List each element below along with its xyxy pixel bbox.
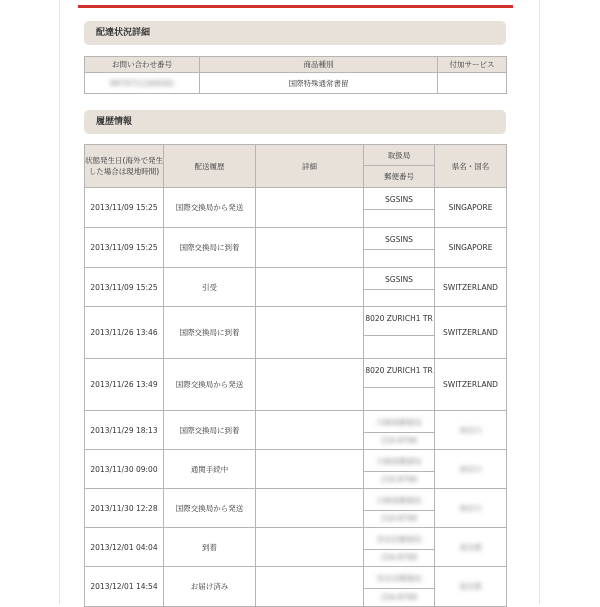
history-office-text: SGSINS <box>385 235 413 244</box>
history-detail <box>256 450 364 489</box>
history-status <box>164 528 256 567</box>
history-office-cell <box>364 450 435 489</box>
summary-header-extra-service: 付加サービス <box>438 57 507 73</box>
history-region-text: 東京都 <box>459 542 482 552</box>
history-region <box>435 228 507 268</box>
history-office <box>364 528 434 549</box>
history-office-cell <box>364 359 435 411</box>
history-date-text: 2013/11/09 15:25 <box>90 243 158 252</box>
history-status <box>164 567 256 607</box>
history-row <box>85 450 507 489</box>
history-office-text: 川崎東郵便局 <box>376 418 422 427</box>
history-status <box>164 411 256 450</box>
header-status: 配送履歴 <box>164 145 256 188</box>
history-date <box>85 489 164 528</box>
history-office-text: SGSINS <box>385 275 413 284</box>
history-postal-code-text: 154-8799 <box>380 553 418 562</box>
history-office-text: 世田谷郵便局 <box>376 574 422 583</box>
history-postal-code-text: 210-8799 <box>380 436 418 445</box>
header-postal-code: 郵便番号 <box>364 166 435 188</box>
history-status-text: 引受 <box>202 282 217 292</box>
history-status <box>164 228 256 268</box>
history-region <box>435 567 507 607</box>
history-date-text: 2013/11/26 13:46 <box>90 328 158 337</box>
history-region <box>435 359 507 411</box>
history-postal-code <box>364 471 434 488</box>
history-detail <box>256 228 364 268</box>
history-postal-code-text: 210-8799 <box>380 475 418 484</box>
history-status-text: 国際交換局に到着 <box>179 328 240 337</box>
history-row <box>85 411 507 450</box>
history-region <box>435 450 507 489</box>
history-office-text: 川崎東郵便局 <box>376 496 422 505</box>
history-detail <box>256 188 364 228</box>
delivery-status-heading: 配達状況詳細 <box>84 21 506 45</box>
history-detail <box>256 307 364 359</box>
history-region <box>435 489 507 528</box>
item-type: 国際特殊通常書留 <box>200 73 438 94</box>
history-date <box>85 268 164 307</box>
history-date-text: 2013/11/09 15:25 <box>90 282 158 292</box>
history-postal-code <box>364 588 434 606</box>
history-office-text: SGSINS <box>385 195 413 204</box>
history-date-text: 2013/11/26 13:49 <box>90 380 158 389</box>
history-office-cell <box>364 567 435 607</box>
history-status <box>164 268 256 307</box>
history-detail <box>256 489 364 528</box>
history-office-text: 8020 ZURICH1 TR <box>365 314 433 323</box>
history-office <box>364 307 434 335</box>
history-office <box>364 228 434 249</box>
history-postal-code <box>364 249 434 267</box>
history-office-cell <box>364 489 435 528</box>
header-date: 状態発生日(海外で発生した場合は現地時間) <box>85 145 164 188</box>
history-office-text: 川崎東郵便局 <box>376 457 422 466</box>
history-office <box>364 411 434 432</box>
history-office-cell <box>364 188 435 228</box>
summary-header-tracking: お問い合わせ番号 <box>85 57 200 73</box>
header-office: 取扱局 <box>364 145 435 166</box>
history-postal-code-text: 210-8799 <box>380 514 418 523</box>
header-accent-line <box>78 5 513 8</box>
history-date <box>85 188 164 228</box>
history-region <box>435 528 507 567</box>
history-status-text: 国際交換局から発送 <box>175 380 244 389</box>
history-status <box>164 450 256 489</box>
history-region-text: SINGAPORE <box>448 243 493 252</box>
history-region-text: 神奈川 <box>459 425 482 435</box>
history-heading: 履歴情報 <box>84 110 506 134</box>
history-detail <box>256 268 364 307</box>
history-office <box>364 359 434 387</box>
header-region: 県名・国名 <box>435 145 507 188</box>
history-date <box>85 307 164 359</box>
tracking-number-value: RR797112645SG <box>110 78 174 88</box>
history-date <box>85 528 164 567</box>
history-status <box>164 307 256 359</box>
history-status-text: 国際交換局に到着 <box>179 425 240 435</box>
history-office-cell <box>364 268 435 307</box>
history-office-text: 世田谷郵便局 <box>376 535 422 544</box>
history-status-text: お届け済み <box>190 582 229 591</box>
history-office-cell <box>364 528 435 567</box>
summary-header-item-type: 商品種別 <box>200 57 438 73</box>
history-status <box>164 188 256 228</box>
history-status-text: 国際交換局から発送 <box>175 503 244 513</box>
history-detail <box>256 359 364 411</box>
history-region-text: SWITZERLAND <box>443 282 498 292</box>
history-row <box>85 489 507 528</box>
history-date-text: 2013/11/09 15:25 <box>90 203 158 212</box>
history-office-text: 8020 ZURICH1 TR <box>365 366 433 375</box>
history-postal-code <box>364 510 434 527</box>
history-date <box>85 450 164 489</box>
history-region-text: 神奈川 <box>459 503 482 513</box>
history-office <box>364 567 434 588</box>
history-status-text: 国際交換局に到着 <box>179 243 240 252</box>
history-postal-code <box>364 335 434 358</box>
history-detail <box>256 411 364 450</box>
history-date <box>85 359 164 411</box>
history-postal-code <box>364 387 434 410</box>
history-postal-code <box>364 432 434 449</box>
history-status-text: 国際交換局から発送 <box>175 203 244 212</box>
history-detail <box>256 528 364 567</box>
history-date-text: 2013/11/30 12:28 <box>90 503 158 513</box>
history-postal-code <box>364 209 434 227</box>
summary-table <box>84 56 507 94</box>
history-row <box>85 528 507 567</box>
history-row <box>85 307 507 359</box>
history-region-text: SINGAPORE <box>448 203 493 212</box>
history-date-text: 2013/11/30 09:00 <box>90 464 158 474</box>
history-row <box>85 268 507 307</box>
history-region-text: SWITZERLAND <box>443 328 498 337</box>
history-row <box>85 188 507 228</box>
history-detail <box>256 567 364 607</box>
history-row <box>85 567 507 607</box>
history-region <box>435 188 507 228</box>
history-region-text: 神奈川 <box>459 464 482 474</box>
history-row <box>85 359 507 411</box>
history-office <box>364 450 434 471</box>
history-region-text: SWITZERLAND <box>443 380 498 389</box>
history-office-cell <box>364 411 435 450</box>
extra-service <box>438 73 507 94</box>
history-date-text: 2013/11/29 18:13 <box>90 425 158 435</box>
history-status-text: 到着 <box>202 542 217 552</box>
history-office-cell <box>364 228 435 268</box>
tracking-number <box>85 73 200 94</box>
history-date-text: 2013/12/01 04:04 <box>90 542 158 552</box>
history-status-text: 通関手続中 <box>190 464 229 474</box>
history-table <box>84 144 507 607</box>
history-region <box>435 411 507 450</box>
history-postal-code-text: 154-8799 <box>380 593 418 602</box>
history-office-cell <box>364 307 435 359</box>
header-detail: 詳細 <box>256 145 364 188</box>
history-region <box>435 268 507 307</box>
history-status <box>164 359 256 411</box>
history-region <box>435 307 507 359</box>
history-office <box>364 188 434 209</box>
history-region-text: 東京都 <box>459 582 482 591</box>
history-postal-code <box>364 549 434 566</box>
history-date <box>85 567 164 607</box>
history-status <box>164 489 256 528</box>
history-row <box>85 228 507 268</box>
history-date <box>85 228 164 268</box>
history-office <box>364 268 434 289</box>
history-date-text: 2013/12/01 14:54 <box>90 582 158 591</box>
history-postal-code <box>364 289 434 306</box>
history-date <box>85 411 164 450</box>
history-office <box>364 489 434 510</box>
